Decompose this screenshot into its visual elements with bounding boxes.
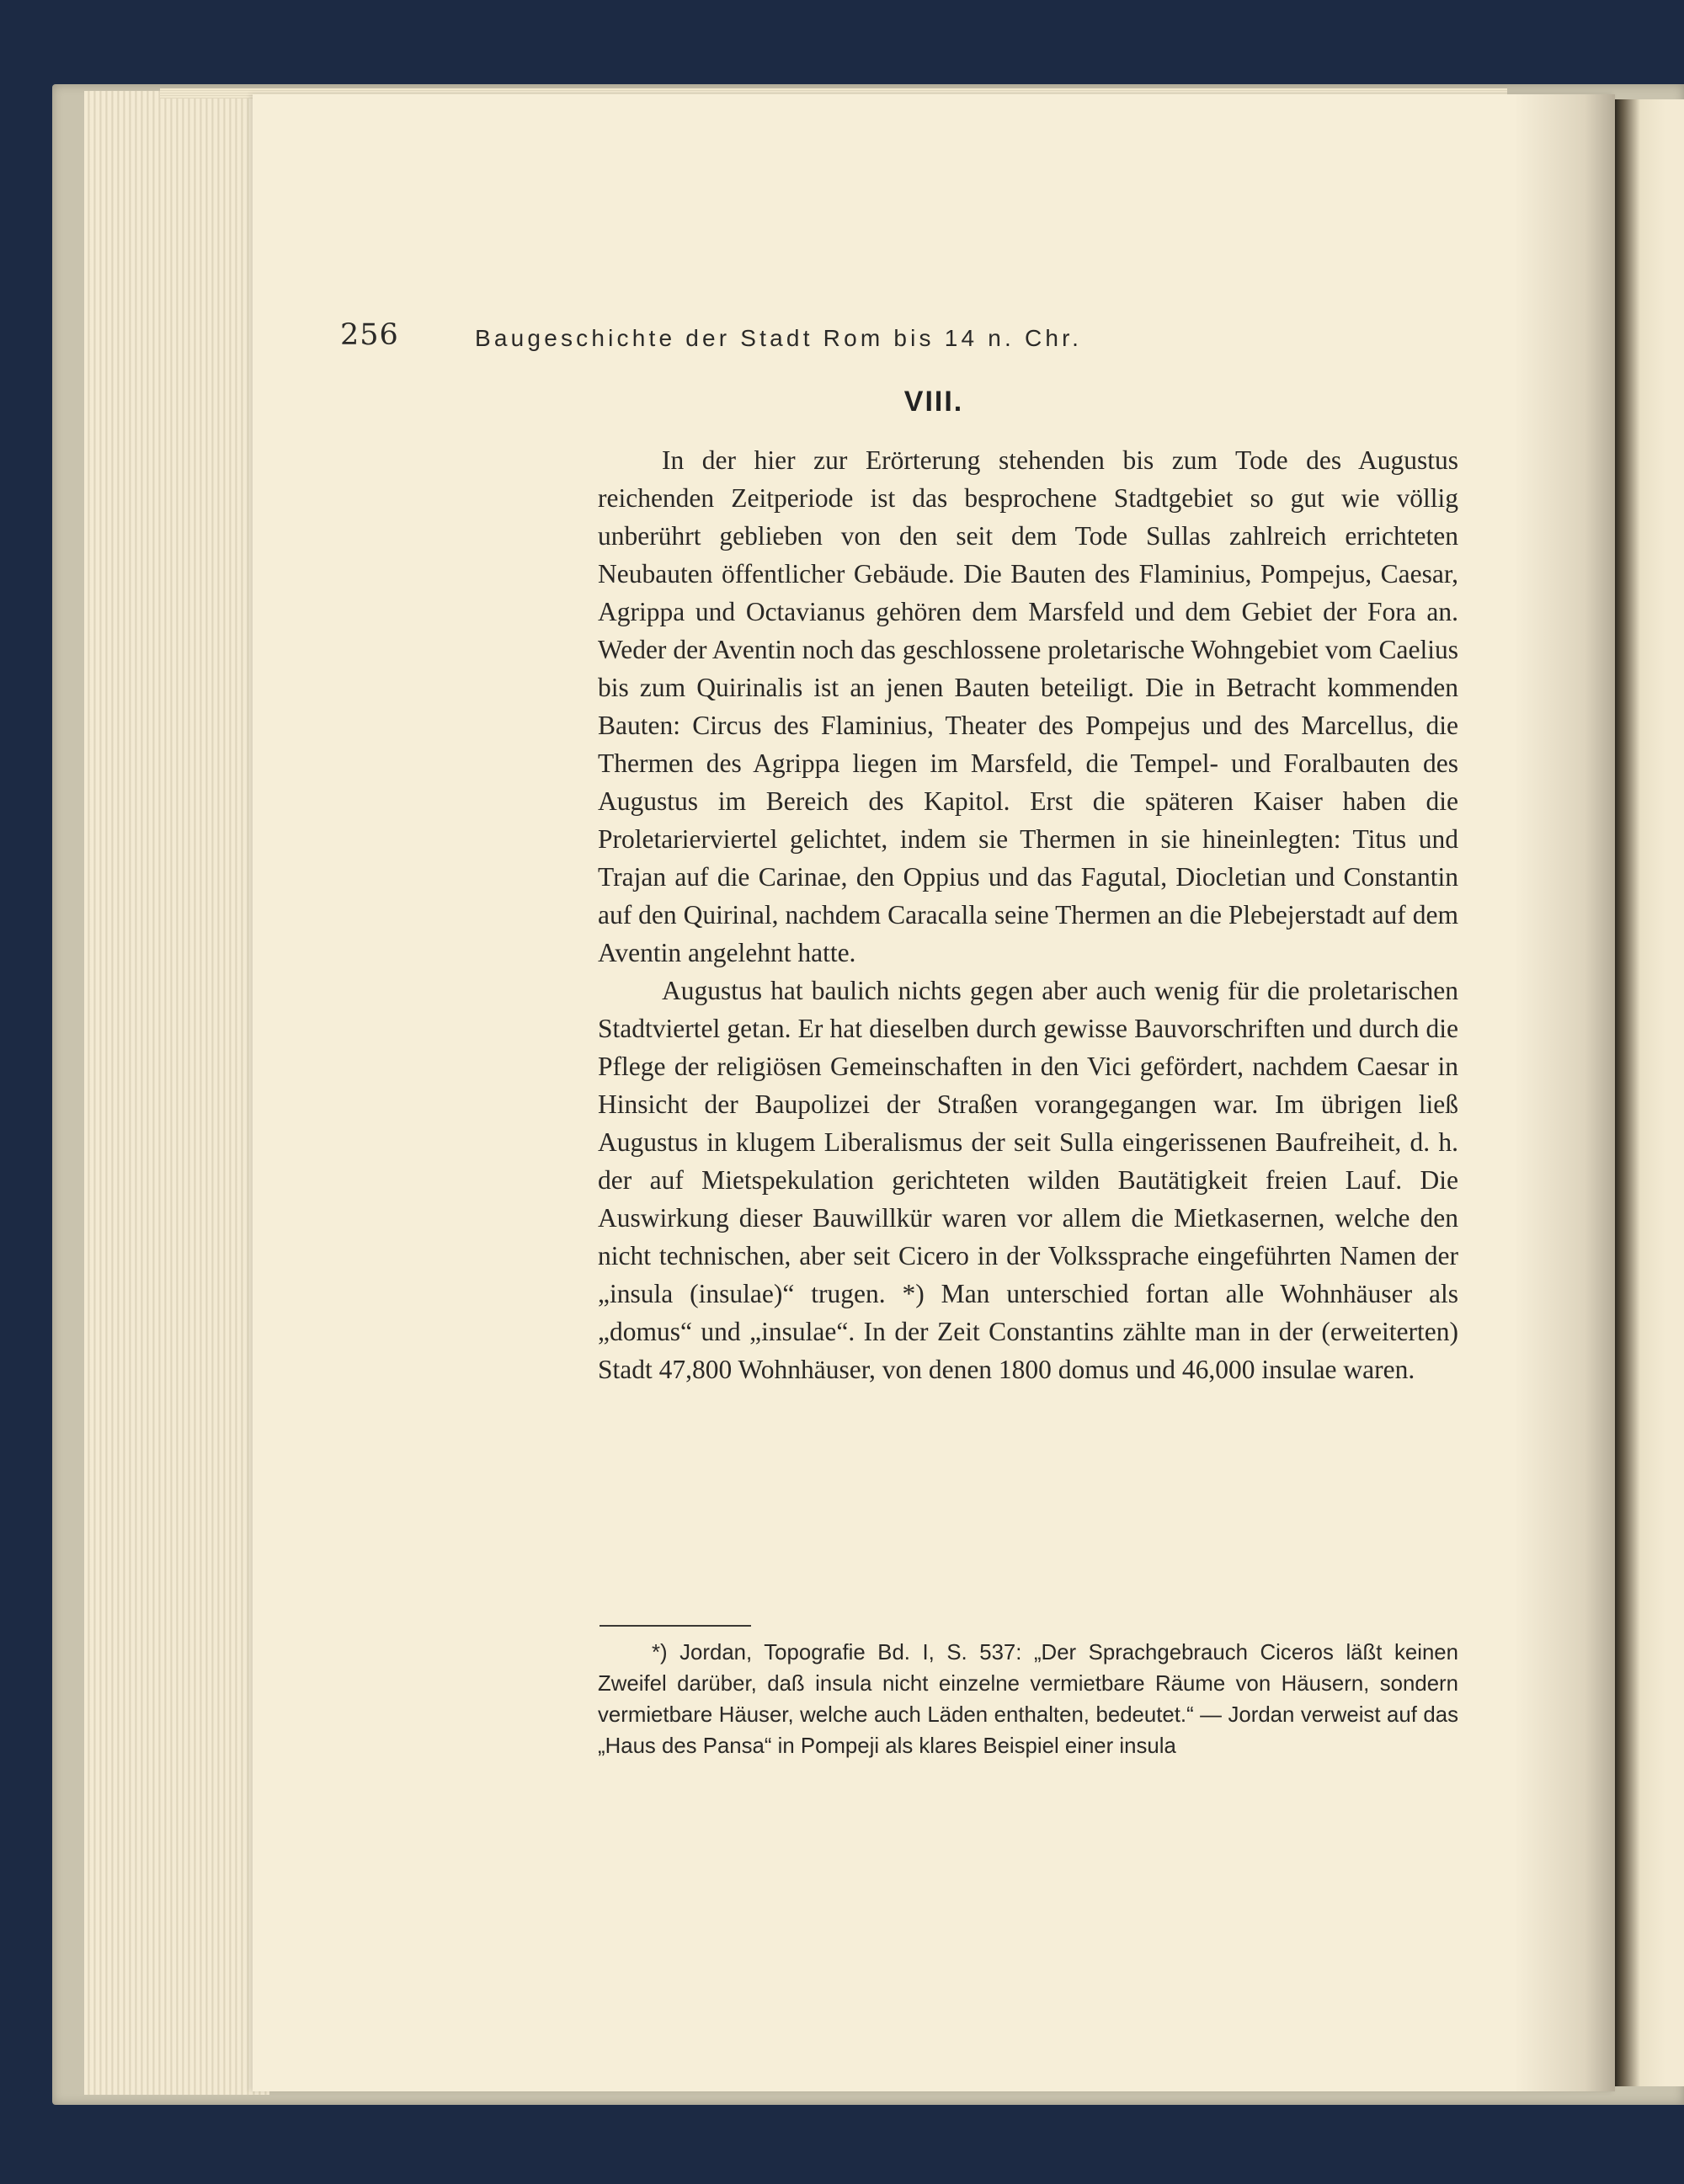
paragraph: In der hier zur Erörterung stehenden bis zum Tode des Augustus reichenden Zeitperiode ist das besprochene Stadtgebiet so gut wie völlig unberührt geblieben von den seit dem Tode Sullas zahlreich errichteten Neubauten öffentlicher Gebäude. Die Bauten des Flaminius, Pompejus, Caesar, Agrippa und Octavianus gehören dem Marsfeld und dem Gebiet der Fora an. Weder der Aventin noch das geschlossene proletarische Wohngebiet vom Caelius bis zum Quirinalis ist an jenen Bauten beteiligt. Die in Betracht kommenden Bauten: Circus des Flaminius, Theater des Pompejus und des Marcellus, die Thermen des Agrippa liegen im Marsfeld, die Tempel- und Foralbauten des Augustus im Bereich des Kapitol. Erst die späteren Kaiser haben die Proletarierviertel gelichtet, indem sie Thermen in sie hineinlegten: Titus und Trajan auf die Carinae, den Oppius und das Fagutal, Diocletian und Constantin auf den Quirinal, nachdem Caracalla seine Thermen an die Plebejerstadt auf dem Aventin angelehnt hatte. [598,445,1458,967]
paragraph: Augustus hat baulich nichts gegen aber auch wenig für die proletarischen Stadtviertel getan. Er hat dieselben durch gewisse Bauvorschriften und durch die Pflege der religiösen Gemeinschaften in den Vici gefördert, nachdem Caesar in Hinsicht der Baupolizei der Straßen vorangegangen war. Im übrigen ließ Augustus in klugem Liberalismus der seit Sulla eingerissenen Baufreiheit, d. h. der auf Mietspekulation gerichteten wilden Bautätigkeit freien Lauf. Die Auswirkung dieser Bauwillkür waren vor allem die Mietkasernen, welche den nicht technischen, aber seit Cicero in der Volkssprache eingeführten Namen der „insula (insulae)“ trugen. *) Man unterschied fortan alle Wohnhäuser als „domus“ und „insulae“. In der Zeit Constantins zählte man in der (erweiterten) Stadt 47,800 Wohnhäuser, von denen 1800 domus und 46,000 insulae waren. [598,976,1458,1384]
footnote: *) Jordan, Topografie Bd. I, S. 537: „Der Sprachgebrauch Ciceros läßt keinen Zweifel darüber, daß insula nicht einzelne vermietbare Räume von Häusern, sondern vermietbare Häuser, welche auch Läden enthalten, bedeutet.“ — Jordan verweist auf das „Haus des Pansa“ in Pompeji als klares Beispiel einer insula [598,1641,1458,1758]
page-number: 256 [340,318,399,352]
running-head [340,318,1182,352]
footnote-separator [600,1625,751,1627]
running-title: Baugeschichte der Stadt Rom bis 14 n. Chr. [475,325,1083,351]
facing-page-edge [1615,99,1684,2086]
body-text [598,441,1458,1388]
chapter-heading: VIII. [903,386,964,418]
page-edges [84,91,269,2095]
